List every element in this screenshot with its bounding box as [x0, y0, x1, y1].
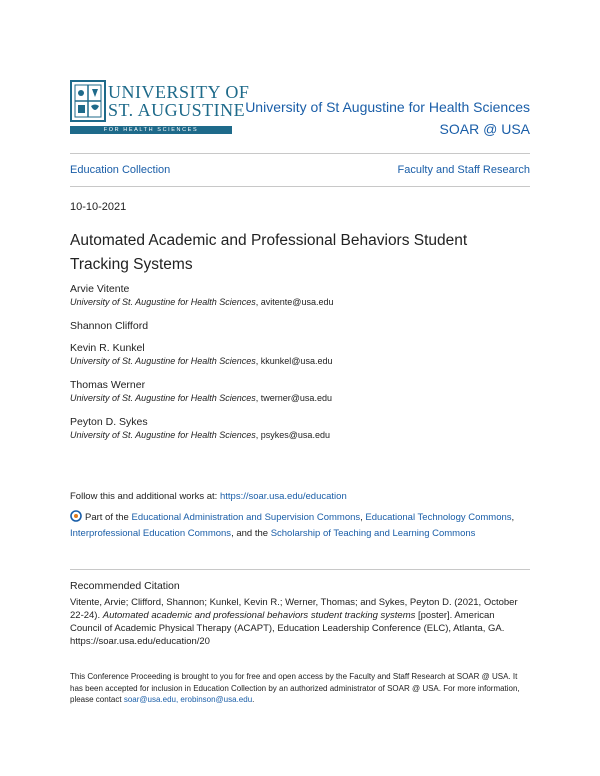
footer-end: . — [252, 695, 255, 704]
separator: , — [360, 512, 366, 523]
university-logo — [70, 80, 106, 124]
author-name: Kevin R. Kunkel — [70, 342, 145, 354]
author-affiliation: University of St. Augustine for Health Sciences, avitente@usa.edu — [70, 297, 334, 307]
author-email: psykes@usa.edu — [260, 430, 330, 440]
logo-line-2: ST. AUGUSTINE — [108, 100, 246, 120]
citation-work: Automated academic and professional behaviors student tracking systems — [102, 610, 416, 621]
affiliation-text: University of St. Augustine for Health Sciences — [70, 297, 256, 307]
affiliation-text: University of St. Augustine for Health Sciences — [70, 356, 256, 366]
citation-rest: [poster]. American Council of Academic Physical Therapy (ACAPT), Education Leadership Conference (ELC), Atlanta, GA. https://soar.usa.edu/education/20 — [70, 610, 505, 647]
commons-link-3[interactable]: Interprofessional Education Commons — [70, 528, 232, 539]
citation-body — [70, 596, 525, 648]
commons-link-4[interactable]: Scholarship of Teaching and Learning Commons — [270, 528, 476, 539]
author-name: Shannon Clifford — [70, 320, 149, 332]
divider-nav — [70, 186, 530, 187]
publication-date: 10-10-2021 — [70, 201, 127, 213]
footer-text: This Conference Proceeding is brought to you for free and open access by the Faculty and Staff Research at SOAR @ USA. It has been accepted for inclusion in Education Collection by an authorized administrator of SOAR @ USA. For more information, please contact — [70, 672, 520, 704]
contact-email-link[interactable]: soar@usa.edu, erobinson@usa.edu — [123, 695, 253, 704]
commons-link-1[interactable]: Educational Administration and Supervision Commons — [131, 512, 361, 523]
divider-citation — [70, 569, 530, 570]
affiliation-text: University of St. Augustine for Health Sciences — [70, 430, 256, 440]
divider-top — [70, 153, 530, 154]
follow-url-link[interactable]: https://soar.usa.edu/education — [219, 491, 347, 502]
follow-prefix: Follow this and additional works at: — [70, 491, 220, 502]
education-collection-link[interactable]: Education Collection — [70, 164, 171, 176]
logo-line-1: UNIVERSITY OF — [108, 82, 250, 102]
affiliation-text: University of St. Augustine for Health Sciences — [70, 393, 256, 403]
author-name: Thomas Werner — [70, 379, 146, 391]
institution-link[interactable]: University of St Augustine for Health Sciences — [245, 99, 530, 115]
author-name: Peyton D. Sykes — [70, 416, 148, 428]
author-affiliation: University of St. Augustine for Health Sciences, psykes@usa.edu — [70, 430, 330, 440]
follow-line — [70, 491, 347, 502]
author-email: avitente@usa.edu — [260, 297, 334, 307]
part-of-prefix: Part of the — [85, 512, 132, 523]
author-name: Arvie Vitente — [70, 283, 130, 295]
network-icon — [70, 510, 82, 522]
logo-tagline: FOR HEALTH SCIENCES — [70, 126, 232, 134]
repository-link[interactable]: SOAR @ USA — [439, 121, 530, 137]
part-of-line — [70, 510, 520, 542]
separator: , and the — [231, 528, 271, 539]
faculty-staff-research-link[interactable]: Faculty and Staff Research — [397, 164, 530, 176]
document-title: Automated Academic and Professional Behaviors Student Tracking Systems — [70, 232, 468, 273]
citation-authors: Vitente, Arvie; Clifford, Shannon; Kunkel, Kevin R.; Werner, Thomas; and Sykes, Peyton D. (2021, October 22-24). — [70, 597, 518, 621]
citation-heading: Recommended Citation — [70, 580, 180, 592]
author-email: kkunkel@usa.edu — [260, 356, 333, 366]
author-affiliation: University of St. Augustine for Health Sciences, kkunkel@usa.edu — [70, 356, 333, 366]
commons-link-2[interactable]: Educational Technology Commons — [365, 512, 512, 523]
author-affiliation: University of St. Augustine for Health Sciences, twerner@usa.edu — [70, 393, 332, 403]
author-email: twerner@usa.edu — [260, 393, 332, 403]
footer-notice — [70, 671, 525, 706]
separator: , — [511, 512, 515, 523]
